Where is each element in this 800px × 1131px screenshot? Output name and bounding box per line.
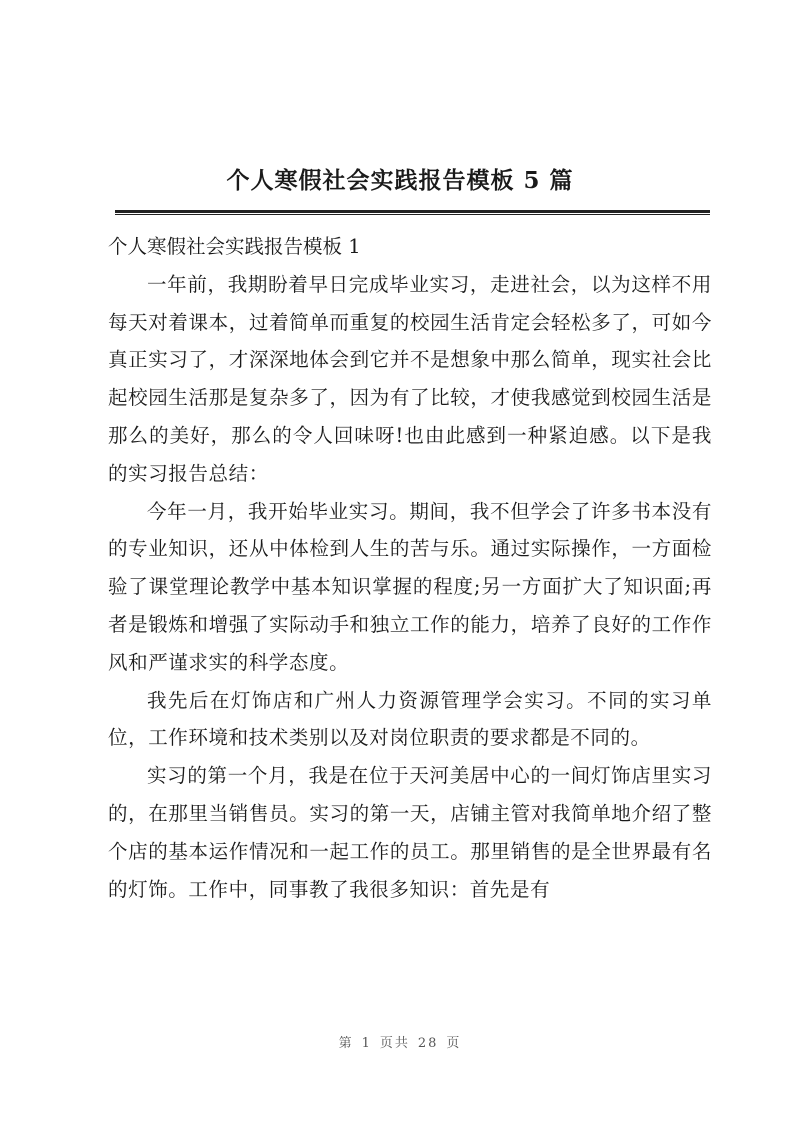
paragraph-3: 我先后在灯饰店和广州人力资源管理学会实习。不同的实习单位，工作环境和技术类别以及对岗位职责的要求都是不同的。 [108,688,712,750]
footer-page-suffix: 页 [446,1036,462,1051]
page-footer [0,1032,800,1051]
footer-page-mid: 页共 [379,1036,410,1051]
footer-total-pages: 28 [417,1036,439,1051]
paragraph-1: 一年前，我期盼着早日完成毕业实习，走进社会，以为这样不用每天对着课本，过着简单而重复的校园生活肯定会轻松多了，可如今真正实习了，才深深地体会到它并不是想象中那么简单，现实社会比起校园生活那是复杂多了，因为有了比较，才使我感觉到校园生活是那么的美好，那么的令人回味呀!也由此感到一种紧迫感。以下是我的实习报告总结： [108,272,712,485]
title-divider [115,210,710,215]
paragraph-4: 实习的第一个月，我是在位于天河美居中心的一间灯饰店里实习的，在那里当销售员。实习的第一天，店铺主管对我简单地介绍了整个店的基本运作情况和一起工作的员工。那里销售的是全世界最有名的灯饰。工作中，同事教了我很多知识：首先是有 [108,764,712,901]
paragraph-2: 今年一月，我开始毕业实习。期间，我不但学会了许多书本没有的专业知识，还从中体检到人生的苦与乐。通过实际操作，一方面检验了课堂理论教学中基本知识掌握的程度;另一方面扩大了知识面;再者是锻炼和增强了实际动手和独立工作的能力，培养了良好的工作作风和严谨求实的科学态度。 [108,499,712,674]
document-body [108,228,712,908]
section-heading: 个人寒假社会实践报告模板 1 [108,235,361,258]
footer-page-number: 1 [361,1036,372,1051]
footer-page-prefix: 第 [338,1036,354,1051]
document-title: 个人寒假社会实践报告模板 5 篇 [226,167,574,194]
